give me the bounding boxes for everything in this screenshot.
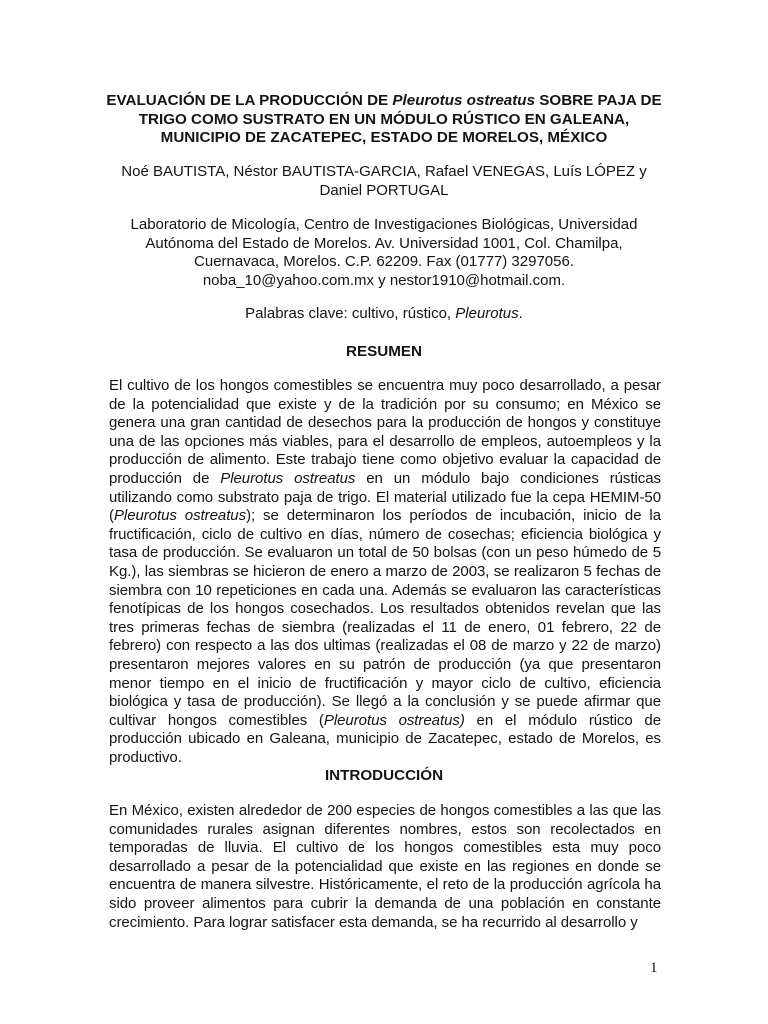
affiliation-line-2: Autónoma del Estado de Morelos. Av. Universidad 1001, Col. Chamilpa, (145, 234, 623, 252)
keywords (104, 305, 664, 324)
affiliation-emails: noba_10@yahoo.com.mx y nestor1910@hotmail.com. (202, 271, 566, 289)
abstract-species-1: Pleurotus ostreatus (220, 469, 356, 487)
keywords-italic: Pleurotus (455, 305, 519, 322)
abstract-species-3: Pleurotus ostreatus) (323, 711, 465, 729)
page-number: 1 (650, 960, 658, 976)
author-line-1: Noé BAUTISTA, Néstor BAUTISTA-GARCIA, Rafael VENEGAS, Luís LÓPEZ y (121, 163, 647, 180)
keywords-prefix: Palabras clave: cultivo, rústico, (245, 305, 456, 322)
introduccion-heading: INTRODUCCIÓN (324, 767, 444, 784)
abstract-text-1: El cultivo de los hongos comestibles se encuentra muy poco desarrollado, a pesar de la potencialidad que existe y de la tradición por su consumo; en México se genera una gran cantidad de desechos para la producción de hongos y constituye una de las opciones más viables, para el desarrollo de empleos, autoempleos y la producción de alimento. Este trabajo tiene como objetivo evaluar la capacidad de producción de (109, 377, 661, 487)
abstract-paragraph (109, 377, 661, 767)
affiliation-line-3: Cuernavaca, Morelos. C.P. 62209. Fax (01777) 3297056. (194, 253, 574, 271)
title-part-2: SOBRE PAJA DE TRIGO COMO SUSTRATO EN UN MÓDULO RÚSTICO EN GALEANA, MUNICIPIO DE ZACATEPEC, ESTADO DE MORELOS, MÉXICO (138, 92, 662, 147)
affiliation (104, 216, 664, 290)
abstract-text-3: ); se determinaron los períodos de incubación, inicio de la fructificación, ciclo de cultivo en días, número de cosechas; eficiencia biológica y tasa de producción. Se evaluaron un total de 50 bolsas (con un peso húmedo de 5 Kg.), las siembras se hicieron de enero a marzo de 2003, se realizaron 5 fechas de siembra con 10 repeticiones en cada una. Además se evaluaron las características fenotípicas de los hongos cosechados. Los resultados obtenidos revelan que las tres primeras fechas de siembra (realizadas el 11 de enero, 01 febrero, 22 de febrero) con respecto a las dos ultimas (realizadas el 08 de marzo y 22 de marzo) presentaron mejores valores en su patrón de producción (ya que presentaron menor tiempo en el inicio de fructificación y mayor ciclo de cultivo, eficiencia biológica y tasa de producción). Se llegó a la conclusión y se puede afirmar que cultivar hongos comestibles ( (109, 507, 661, 729)
intro-paragraph: En México, existen alrededor de 200 especies de hongos comestibles a las que las comunidades rurales asignan diferentes nombres, estos son recolectados en temporadas de lluvia. El cultivo de los hongos comestibles esta muy poco desarrollado a pesar de la potencialidad que existe en las regiones en donde se encuentra de manera silvestre. Históricamente, el reto de la producción agrícola ha sido proveer alimentos para cubrir la demanda de una población en constante crecimiento. Para lograr satisfacer esta demanda, se ha recurrido al desarrollo y (109, 802, 661, 931)
abstract-species-2: Pleurotus ostreatus (113, 507, 247, 525)
paper-title (104, 92, 664, 148)
resumen-heading: RESUMEN (346, 343, 422, 360)
abstract-text-2: en un módulo bajo condiciones rústicas utilizando como substrato paja de trigo. El material utilizado fue la cepa HEMIM-50 ( (109, 469, 661, 525)
abstract-text-4: en el módulo rústico de producción ubicado en Galeana, municipio de Zacatepec, estado de Morelos, es productivo. (109, 711, 662, 766)
author-list (104, 162, 664, 200)
title-species: Pleurotus ostreatus (392, 92, 536, 109)
title-part-1: EVALUACIÓN DE LA PRODUCCIÓN DE (106, 92, 393, 109)
author-line-2: Daniel PORTUGAL (319, 182, 449, 199)
keywords-suffix: . (518, 305, 523, 322)
affiliation-line-1: Laboratorio de Micología, Centro de Investigaciones Biológicas, Universidad (130, 216, 638, 233)
